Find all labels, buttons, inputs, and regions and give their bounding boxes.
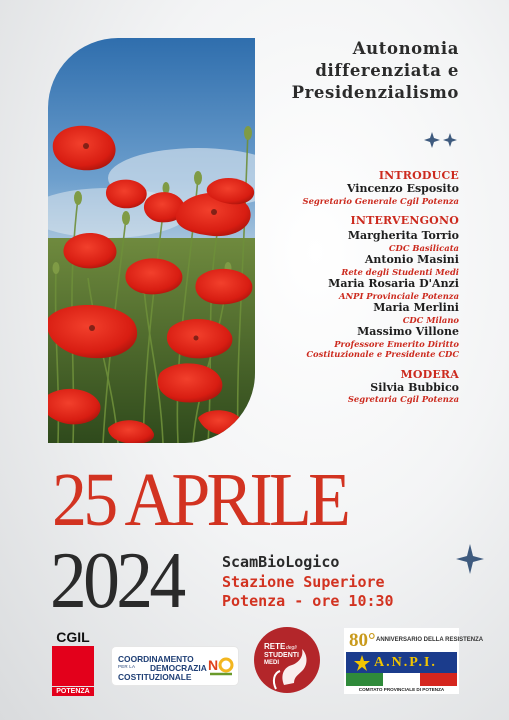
speaker-name: Maria Rosaria D'Anzi [328, 277, 459, 290]
anpi-logo-name: A.N.P.I. [374, 655, 437, 670]
speakers-list [219, 169, 459, 405]
anpi-star-icon [354, 655, 370, 671]
rete-studenti-medi-logo [254, 627, 320, 693]
speaker-name: Vincenzo Esposito [346, 182, 459, 195]
anpi-logo-number: 80° [349, 630, 376, 651]
speaker-name: Margherita Torrio [347, 229, 459, 242]
anpi-logo-headline: ANNIVERSARIO DELLA RESISTENZA [376, 637, 484, 643]
venue-place: Stazione Superiore [222, 572, 385, 591]
rete-logo-line3: MEDI [264, 660, 279, 666]
section-introduce-label: INTRODUCE [378, 169, 459, 182]
speaker-role: CDC Milano [402, 314, 459, 325]
event-date-day-month: 25 APRILE [52, 458, 348, 542]
event-location [222, 553, 394, 612]
speaker-name: Antonio Masini [364, 253, 459, 266]
anpi-logo [344, 628, 484, 694]
rete-logo-line2: STUDENTI [264, 652, 299, 659]
title-line: differenziata e [315, 61, 459, 80]
rete-logo-small: degli [286, 645, 297, 651]
cgil-logo-text: CGIL [56, 629, 90, 645]
venue-city-time: Potenza - ore 10:30 [222, 592, 394, 610]
cdc-logo-small: PER LA [118, 664, 136, 669]
event-date-year: 2024 [50, 537, 183, 625]
cgil-logo-city: POTENZA [52, 687, 94, 696]
cdc-logo-line3: COSTITUZIONALE [118, 672, 192, 682]
venue-name: ScamBioLogico [222, 553, 340, 571]
cgil-logo [52, 629, 94, 697]
rete-logo-line1: RETE [264, 642, 286, 651]
sparkle-stars-icon [424, 132, 460, 148]
no-mark-icon [208, 655, 234, 677]
speaker-role: ANPI Provinciale Potenza [339, 290, 459, 301]
anpi-logo-header [346, 630, 484, 651]
event-title [229, 38, 459, 104]
section-modera-label: MODERA [400, 367, 459, 381]
cdc-logo [112, 647, 238, 685]
cgil-red-square [52, 646, 94, 686]
speaker-role: Professore Emerito Diritto [334, 338, 459, 349]
anpi-logo-tricolor [346, 673, 457, 686]
anpi-logo-footer: COMITATO PROVINCIALE DI POTENZA [358, 687, 445, 692]
speaker-name: Massimo Villone [357, 325, 459, 338]
speaker-role: Segretario Generale Cgil Potenza [302, 195, 459, 206]
title-line: Autonomia [352, 39, 459, 58]
speaker-role: Rete degli Studenti Medi [341, 266, 459, 277]
sparkle-star-icon [456, 544, 484, 574]
cdc-logo-line1: COORDINAMENTO [118, 654, 194, 664]
speaker-role: CDC Basilicata [388, 242, 459, 253]
rete-logo-badge [254, 627, 320, 693]
title-line: Presidenzialismo [291, 83, 459, 102]
speaker-name: Silvia Bubbico [370, 380, 459, 394]
section-intervengono-label: INTERVENGONO [350, 214, 459, 227]
cdc-logo-line2: DEMOCRAZIA [150, 663, 207, 673]
speaker-role: Costituzionale e Presidente CDC [306, 349, 459, 359]
svg-text:N: N [208, 657, 219, 673]
speaker-name: Maria Merlini [373, 301, 459, 314]
speaker-role: Segretaria Cgil Potenza [347, 394, 459, 404]
